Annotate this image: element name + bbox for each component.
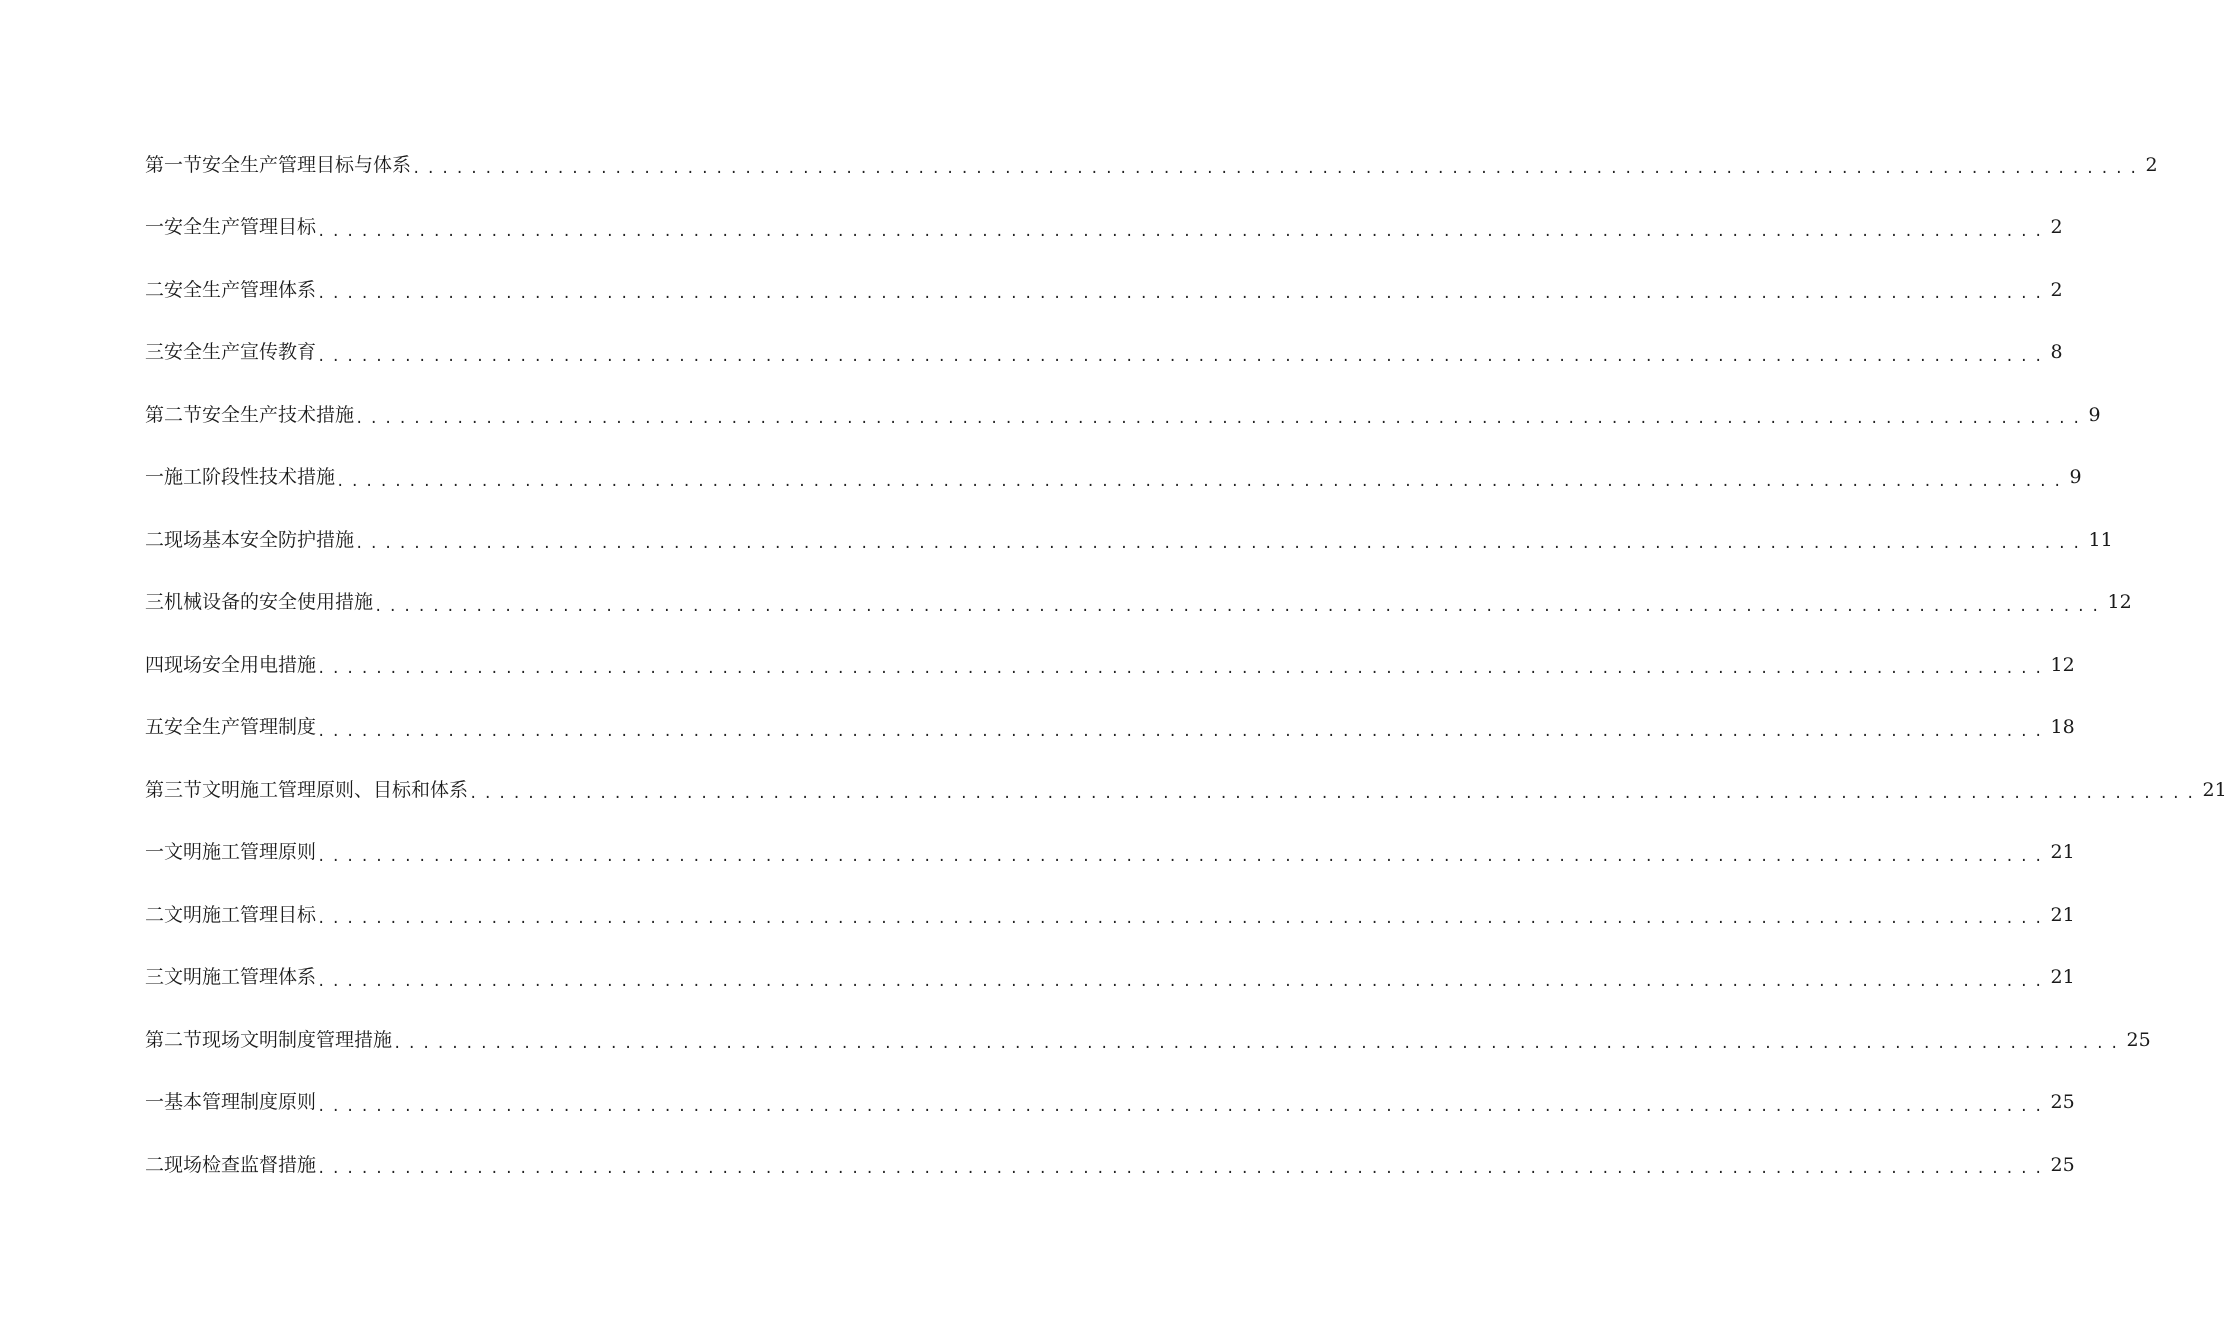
toc-page-number: 21 bbox=[2050, 966, 2075, 989]
dot-leader: ........................................................................................................................ bbox=[355, 536, 2087, 553]
toc-entry[interactable] bbox=[145, 822, 2075, 885]
dot-leader: ........................................................................................................................ bbox=[317, 973, 2049, 990]
toc-entry[interactable] bbox=[145, 259, 2063, 322]
toc-page-number: 8 bbox=[2050, 341, 2063, 364]
toc-entry[interactable] bbox=[145, 572, 2132, 635]
toc-title: 现场检查监督措施 bbox=[164, 1153, 317, 1176]
toc-page-number: 25 bbox=[2050, 1091, 2075, 1114]
toc-title: 安全生产技术措施 bbox=[202, 403, 355, 426]
toc-page-number: 2 bbox=[2050, 278, 2063, 301]
toc-number: 一 bbox=[145, 841, 165, 864]
toc-title: 基本管理制度原则 bbox=[164, 1091, 317, 1114]
toc-title: 机械设备的安全使用措施 bbox=[164, 591, 374, 614]
dot-leader: ........................................................................................................................ bbox=[317, 1161, 2049, 1178]
toc-number: 二 bbox=[145, 903, 165, 926]
toc-title: 安全生产管理制度 bbox=[164, 716, 317, 739]
toc-entry[interactable] bbox=[145, 384, 2101, 447]
toc-number: 二 bbox=[145, 278, 165, 301]
toc-entry[interactable] bbox=[145, 322, 2063, 385]
toc-number: 二 bbox=[145, 1153, 165, 1176]
toc-entry[interactable] bbox=[145, 759, 2227, 822]
dot-leader: ........................................................................................................................ bbox=[374, 598, 2106, 615]
toc-entry[interactable] bbox=[145, 697, 2075, 760]
dot-leader: ........................................................................................................................ bbox=[469, 786, 2201, 803]
dot-leader: ........................................................................................................................ bbox=[317, 348, 2049, 365]
dot-leader: ........................................................................................................................ bbox=[317, 286, 2049, 303]
toc-number: 三 bbox=[145, 966, 165, 989]
toc-entry[interactable] bbox=[145, 134, 2158, 197]
dot-leader: ........................................................................................................................ bbox=[393, 1036, 2125, 1053]
toc-entry[interactable] bbox=[145, 1072, 2075, 1135]
dot-leader: ........................................................................................................................ bbox=[412, 161, 2144, 178]
toc-number: 第三节 bbox=[145, 778, 203, 801]
toc-page-number: 25 bbox=[2126, 1028, 2151, 1051]
dot-leader: ........................................................................................................................ bbox=[336, 473, 2068, 490]
toc-number: 三 bbox=[145, 341, 165, 364]
toc-title: 现场文明制度管理措施 bbox=[202, 1028, 393, 1051]
toc-page-number: 2 bbox=[2145, 153, 2158, 176]
dot-leader: ........................................................................................................................ bbox=[317, 911, 2049, 928]
toc-title: 文明施工管理目标 bbox=[164, 903, 317, 926]
toc-number: 五 bbox=[145, 716, 165, 739]
dot-leader: ........................................................................................................................ bbox=[317, 1098, 2049, 1115]
toc-title: 安全生产管理目标 bbox=[164, 216, 317, 239]
toc-title: 施工阶段性技术措施 bbox=[164, 466, 336, 489]
toc-entry[interactable] bbox=[145, 197, 2063, 260]
toc-entry[interactable] bbox=[145, 1134, 2075, 1197]
toc-title: 文明施工管理原则 bbox=[164, 841, 317, 864]
toc-number: 三 bbox=[145, 591, 165, 614]
toc-page-number: 12 bbox=[2107, 591, 2132, 614]
toc-number: 一 bbox=[145, 216, 165, 239]
toc-number: 第二节 bbox=[145, 403, 203, 426]
toc-title: 现场基本安全防护措施 bbox=[164, 528, 355, 551]
dot-leader: ........................................................................................................................ bbox=[317, 723, 2049, 740]
toc-page-number: 2 bbox=[2050, 216, 2063, 239]
toc-title: 安全生产管理体系 bbox=[164, 278, 317, 301]
toc-entry[interactable] bbox=[145, 1009, 2151, 1072]
dot-leader: ........................................................................................................................ bbox=[317, 848, 2049, 865]
toc-title: 文明施工管理体系 bbox=[164, 966, 317, 989]
toc-page-number: 21 bbox=[2050, 841, 2075, 864]
table-of-contents bbox=[145, 134, 2227, 1197]
dot-leader: ........................................................................................................................ bbox=[317, 223, 2049, 240]
toc-entry[interactable] bbox=[145, 884, 2075, 947]
dot-leader: ........................................................................................................................ bbox=[317, 661, 2049, 678]
toc-page-number: 9 bbox=[2069, 466, 2082, 489]
toc-entry[interactable] bbox=[145, 509, 2113, 572]
toc-number: 一 bbox=[145, 466, 165, 489]
toc-page-number: 25 bbox=[2050, 1153, 2075, 1176]
toc-page-number: 18 bbox=[2050, 716, 2075, 739]
toc-page-number: 12 bbox=[2050, 653, 2075, 676]
toc-entry[interactable] bbox=[145, 447, 2082, 510]
toc-number: 二 bbox=[145, 528, 165, 551]
toc-page-number: 9 bbox=[2088, 403, 2101, 426]
toc-page-number: 11 bbox=[2088, 528, 2113, 551]
toc-title: 安全生产宣传教育 bbox=[164, 341, 317, 364]
toc-entry[interactable] bbox=[145, 634, 2075, 697]
toc-title: 安全生产管理目标与体系 bbox=[202, 153, 412, 176]
toc-number: 第二节 bbox=[145, 1028, 203, 1051]
toc-title: 现场安全用电措施 bbox=[164, 653, 317, 676]
toc-number: 一 bbox=[145, 1091, 165, 1114]
dot-leader: ........................................................................................................................ bbox=[355, 411, 2087, 428]
toc-entry[interactable] bbox=[145, 947, 2075, 1010]
toc-number: 四 bbox=[145, 653, 165, 676]
toc-number: 第一节 bbox=[145, 153, 203, 176]
toc-page-number: 21 bbox=[2202, 778, 2227, 801]
toc-title: 文明施工管理原则、目标和体系 bbox=[202, 778, 469, 801]
toc-page-number: 21 bbox=[2050, 903, 2075, 926]
